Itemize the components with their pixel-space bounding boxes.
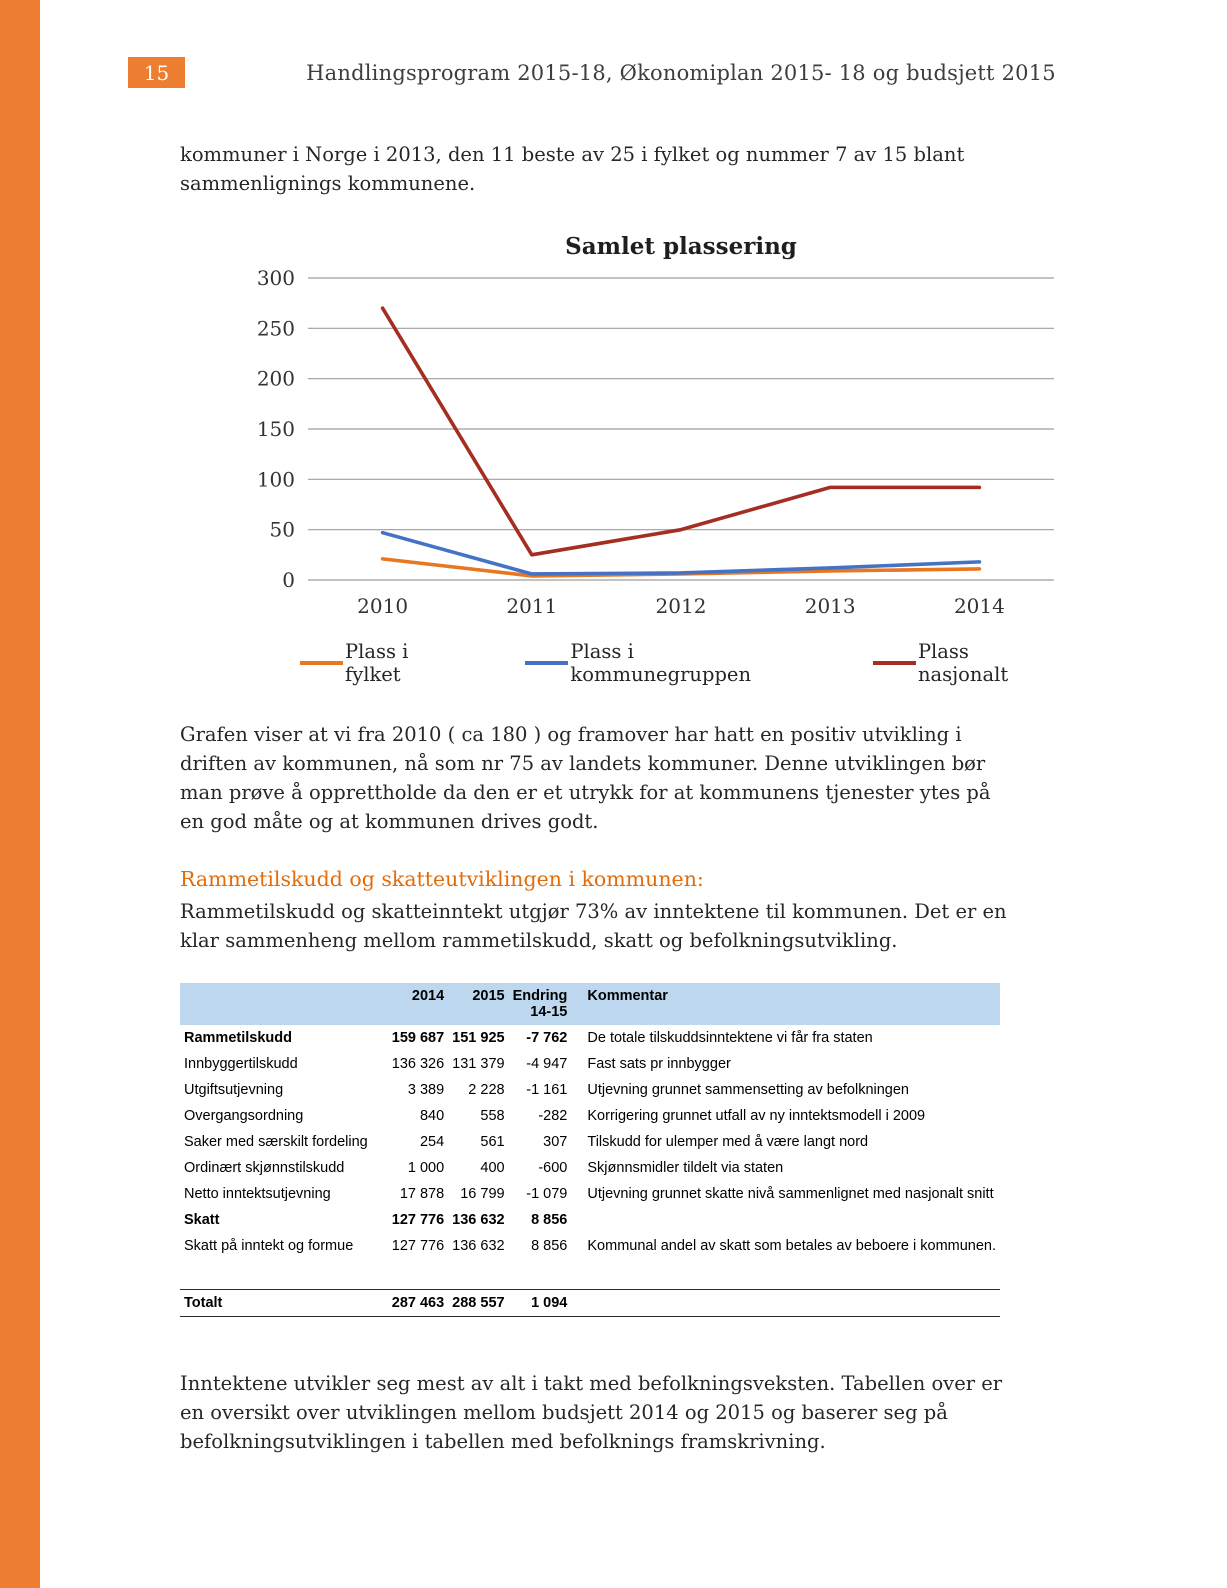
value-2014: 127 776 [391,1238,445,1254]
col-header-kommentar: Kommentar [571,983,1000,1025]
document-header-title: Handlingsprogram 2015-18, Økonomiplan 2015- 18 og budsjett 2015 [306,61,1056,85]
value-endring: -1 079 [526,1186,568,1202]
value-2014: 287 463 [388,1289,448,1316]
legend-line-swatch [300,661,343,665]
value-2015: 136 632 [452,1238,505,1254]
line-chart [250,264,1062,626]
row-label: Netto inntektsutjevning [184,1186,331,1202]
legend-line-swatch [873,661,916,665]
value-2014: 3 389 [407,1082,445,1098]
col-header-2015: 2015 [448,983,508,1025]
row-kommentar: Korrigering grunnet utfall av ny inntektsmodell i 2009 [587,1108,926,1124]
row-kommentar: Utjevning grunnet skatte nivå sammenlignet med nasjonalt snitt [587,1186,994,1202]
table-row [180,1181,1000,1207]
value-2015: 16 799 [460,1186,505,1202]
intro-paragraph: kommuner i Norge i 2013, den 11 beste av 25 i fylket og nummer 7 av 15 blant sammenlignings kommunene. [180,143,965,196]
svg-text:2011: 2011 [506,593,558,618]
value-endring: -7 762 [526,1030,568,1046]
row-label: Skatt på inntekt og formue [184,1238,354,1254]
table-row [180,1103,1000,1129]
section-paragraph: Rammetilskudd og skatteinntekt utgjør 73% av inntektene til kommunen. Det er en klar sammenheng mellom rammetilskudd, skatt og befolkningsutvikling. [180,899,1007,952]
svg-text:200: 200 [256,366,295,391]
svg-text:2010: 2010 [357,593,409,618]
budget-table [180,983,1000,1317]
col-header-2014: 2014 [388,983,448,1025]
table-row [180,1077,1000,1103]
legend-line-swatch [525,661,568,665]
value-2015: 400 [480,1160,505,1176]
value-2015: 136 632 [452,1212,505,1228]
row-kommentar [571,1207,1000,1233]
total-row [180,1289,1000,1316]
value-2014: 17 878 [399,1186,445,1202]
row-kommentar: Kommunal andel av skatt som betales av beboere i kommunen. [587,1238,997,1254]
value-2014: 840 [419,1108,445,1124]
closing-paragraph: Inntektene utvikler seg mest av alt i takt med befolkningsveksten. Tabellen over er en oversikt over utviklingen mellom budsjett 2014 og 2015 og baserer seg på befolkningsutviklingen i tabellen med befolknings framskrivning. [180,1371,1003,1453]
row-label: Skatt [184,1212,220,1228]
col-header-endring: Endring 14-15 [509,983,572,1025]
svg-text:100: 100 [256,466,295,491]
table-row [180,1155,1000,1181]
left-accent-strip [0,0,40,1588]
row-label: Totalt [180,1289,388,1316]
svg-text:300: 300 [256,265,295,290]
row-kommentar: Utjevning grunnet sammensetting av befolkningen [587,1082,909,1098]
table-header-row [180,983,1000,1025]
chart-discussion-paragraph: Grafen viser at vi fra 2010 ( ca 180 ) og framover har hatt en positiv utvikling i driften av kommunen, nå som nr 75 av landets kommuner. Denne utviklingen bør man prøve å opprettholde da den er et utrykk for at kommunens tjenester ytes på en god måte og at kommunen drives godt. [180,722,991,834]
page-number-badge: 15 [128,57,185,88]
row-kommentar [571,1289,1000,1316]
svg-text:250: 250 [256,315,295,340]
value-endring: -1 161 [526,1082,568,1098]
row-label: Utgiftsutjevning [184,1082,284,1098]
svg-text:50: 50 [269,517,295,542]
value-endring: 307 [543,1134,568,1150]
value-2014: 1 000 [407,1160,445,1176]
row-label: Ordinært skjønnstilskudd [184,1160,345,1176]
svg-text:150: 150 [256,416,295,441]
table-row [180,1051,1000,1077]
row-kommentar: De totale tilskuddsinntektene vi får fra staten [587,1030,873,1046]
legend-label: Plass i fylket [344,639,409,686]
value-2014: 136 326 [391,1056,445,1072]
value-2014: 159 687 [391,1030,445,1046]
value-endring: 8 856 [531,1238,568,1254]
chart-section [250,233,1062,686]
svg-text:2014: 2014 [953,593,1005,618]
value-2014: 254 [419,1134,445,1150]
value-endring: -600 [538,1160,568,1176]
table-row [180,1207,1000,1233]
svg-text:0: 0 [282,567,295,592]
svg-text:2013: 2013 [804,593,856,618]
row-kommentar: Tilskudd for ulemper med å være langt nord [587,1134,869,1150]
row-label: Innbyggertilskudd [184,1056,298,1072]
row-label: Saker med særskilt fordeling [184,1134,368,1150]
value-2015: 561 [480,1134,505,1150]
chart-legend [250,640,1062,686]
row-kommentar: Fast sats pr innbygger [587,1056,731,1072]
col-header-label [180,983,388,1025]
table-row [180,1129,1000,1155]
section-heading: Rammetilskudd og skatteutviklingen i kommunen: [180,866,704,891]
row-kommentar: Skjønnsmidler tildelt via staten [587,1160,784,1176]
value-2015: 288 557 [448,1289,508,1316]
table-row [180,1233,1000,1259]
spacer-row [180,1259,1000,1289]
table-row [180,1025,1000,1051]
row-label: Rammetilskudd [184,1030,292,1046]
value-2015: 151 925 [452,1030,505,1046]
legend-label: Plass nasjonalt [917,639,1009,686]
value-endring: 8 856 [531,1212,568,1228]
value-2015: 558 [480,1108,505,1124]
legend-label: Plass i kommunegruppen [570,639,752,686]
legend-item [525,640,815,686]
value-2014: 127 776 [391,1212,445,1228]
legend-item [300,640,467,686]
value-endring: -282 [538,1108,568,1124]
row-label: Overgangsordning [184,1108,304,1124]
svg-text:2012: 2012 [655,593,707,618]
legend-item [873,640,1062,686]
value-endring: 1 094 [509,1289,572,1316]
value-endring: -4 947 [526,1056,568,1072]
value-2015: 2 228 [468,1082,505,1098]
value-2015: 131 379 [452,1056,505,1072]
chart-title: Samlet plassering [565,232,797,260]
